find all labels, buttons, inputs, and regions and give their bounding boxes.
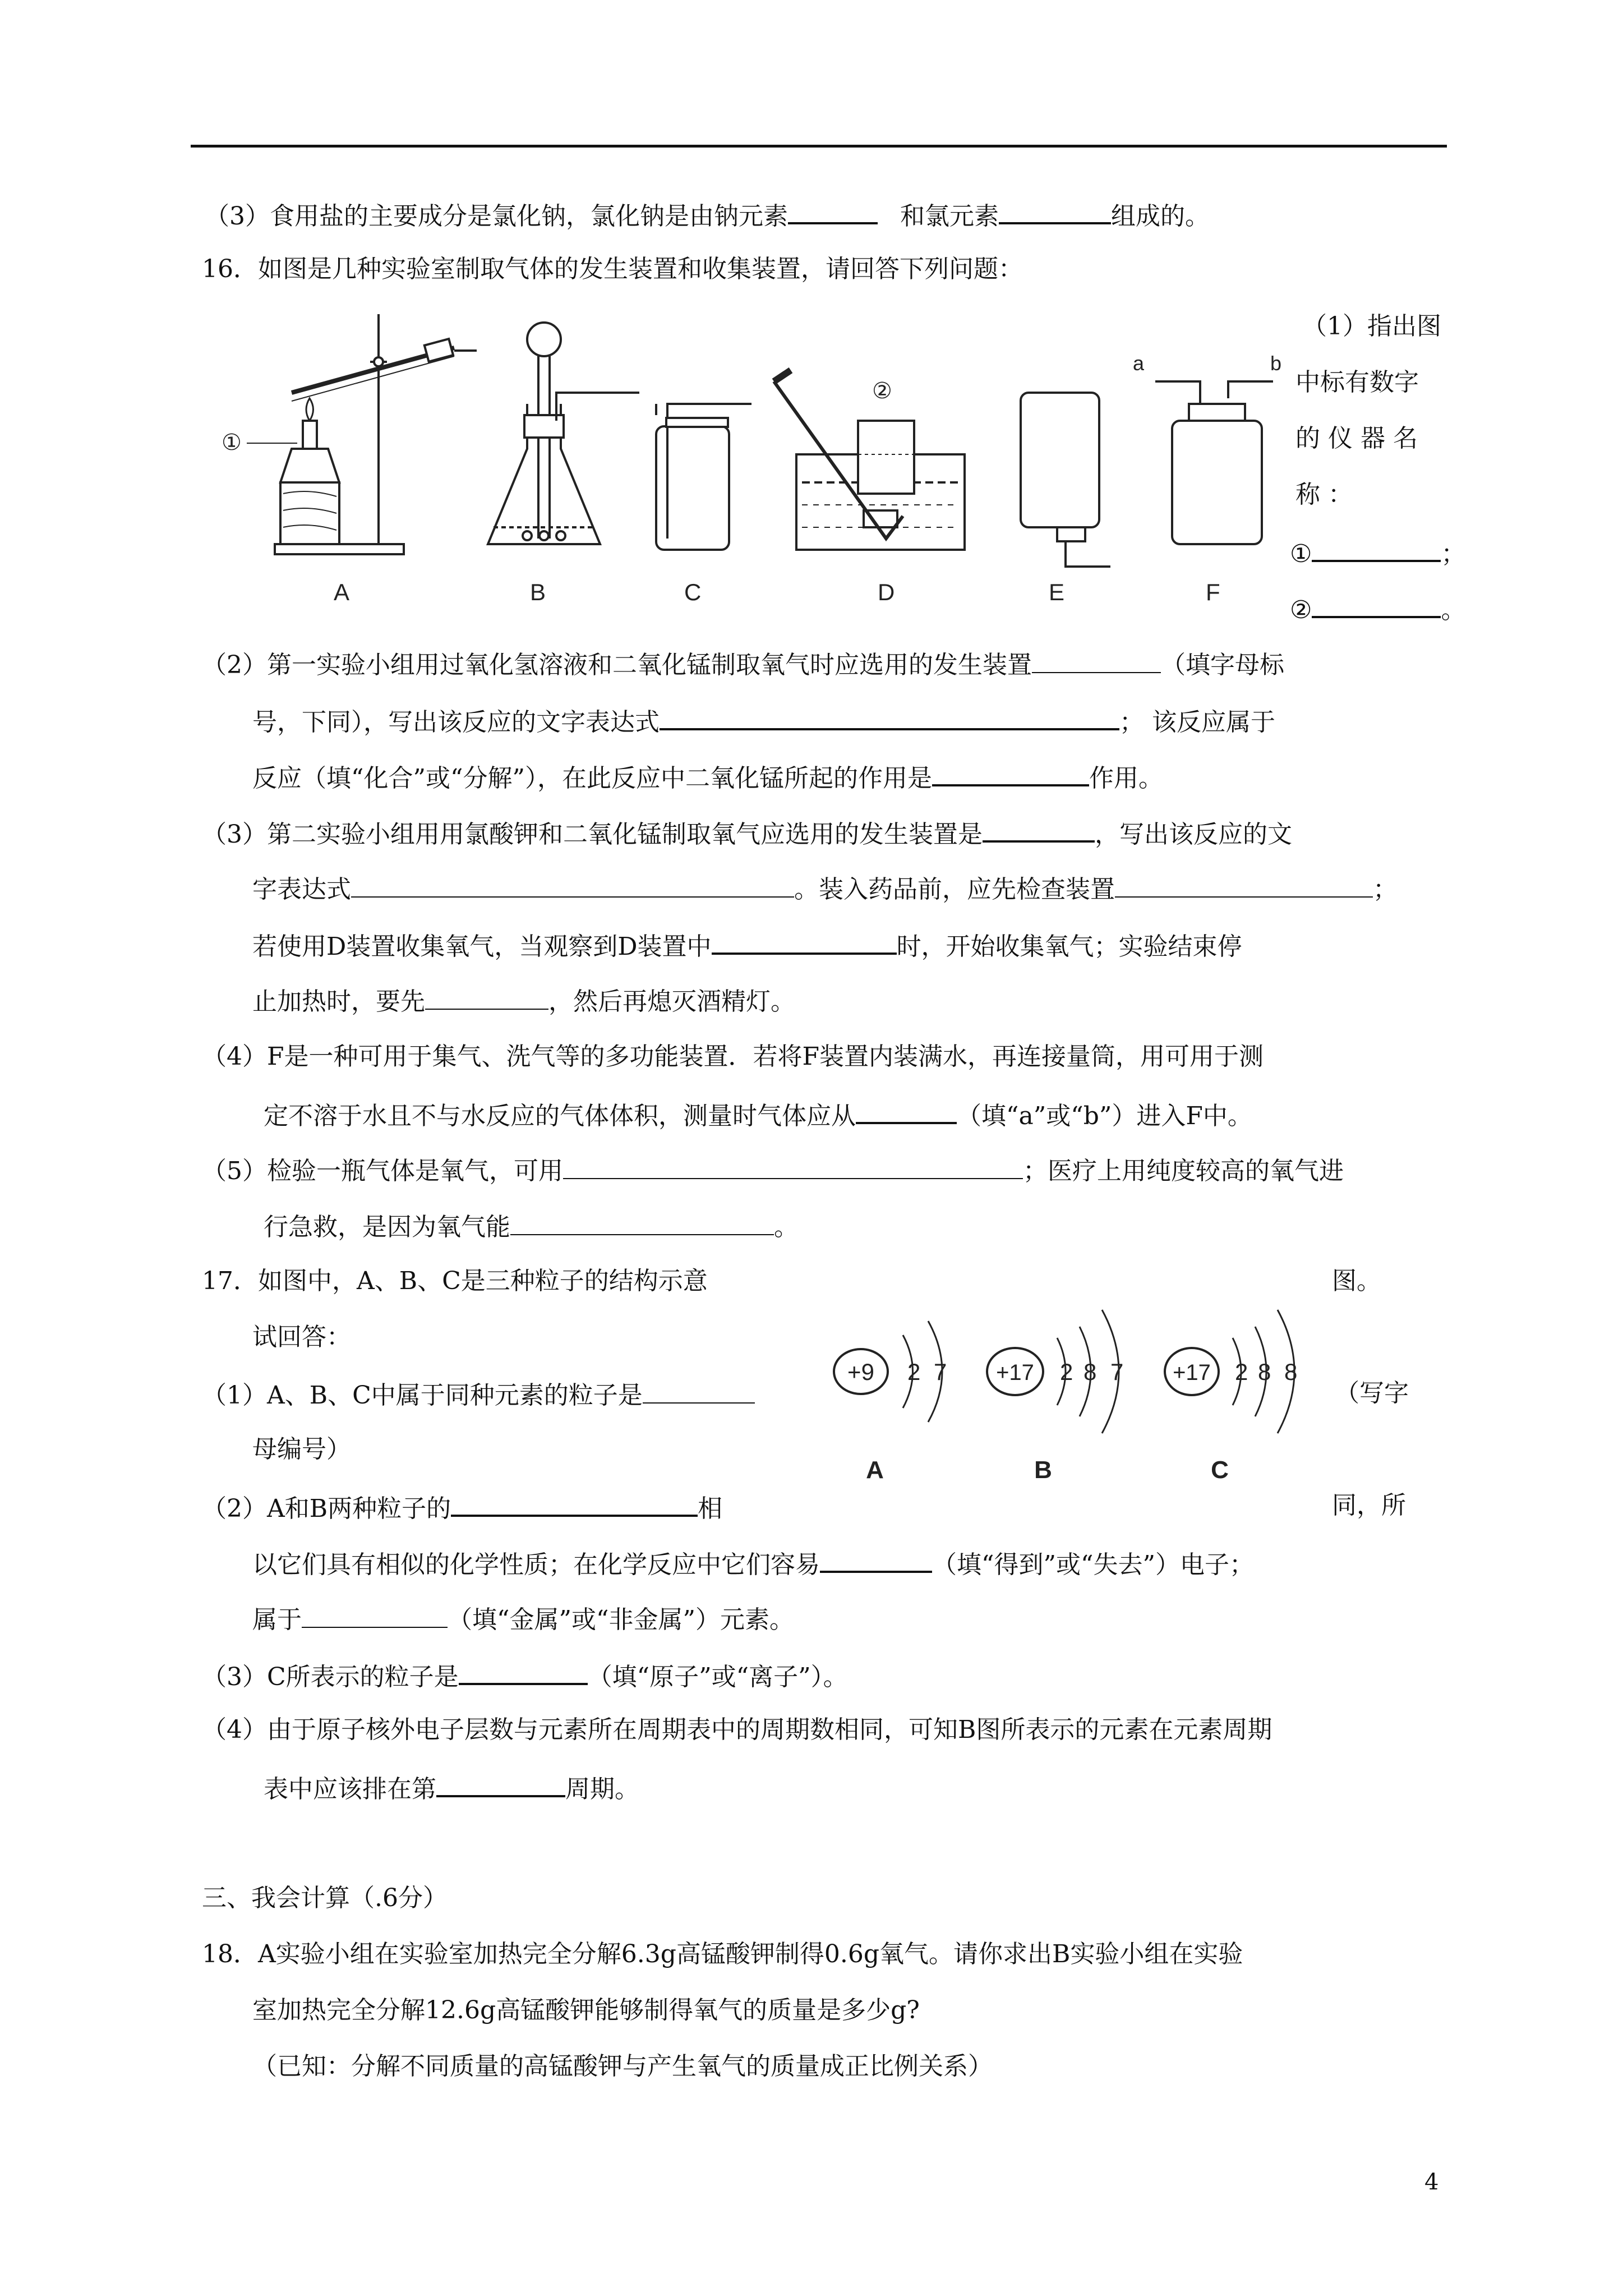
atom-a — [834, 1321, 947, 1484]
blank-same-property[interactable] — [451, 1493, 698, 1517]
text: 相 — [698, 1494, 723, 1523]
blank-first-step[interactable] — [425, 987, 548, 1010]
apparatus-d — [774, 370, 965, 550]
blank-generator-h2o2[interactable] — [1032, 651, 1161, 673]
text: （3）C所表示的粒子是 — [202, 1663, 459, 1691]
q17-intro-a: 17．如图中，A、B、C是三种粒子的结构示意 — [202, 1267, 708, 1295]
q17-intro-b: 图。 — [1332, 1267, 1381, 1295]
port-b-label: b — [1270, 352, 1282, 375]
text: （2）第一实验小组用过氧化氢溶液和二氧化锰制取氧气时应选用的发生装置 — [202, 651, 1032, 679]
text: 以它们具有相似的化学性质；在化学反应中它们容易 — [252, 1550, 820, 1579]
blank-mno2-role[interactable] — [932, 763, 1089, 786]
q16-p4-line2 — [264, 1101, 1252, 1129]
q18-line1: 18．A实验小组在实验室加热完全分解6.3g高锰酸钾制得0.6g氧气。请你求出B实验小组在实验 — [202, 1940, 1243, 1968]
header-rule — [191, 145, 1447, 148]
atom-diagrams — [819, 1290, 1324, 1492]
text: 若使用D装置收集氧气，当观察到D装置中 — [252, 932, 712, 961]
section3-title: 三、我会计算（.6分） — [202, 1884, 448, 1912]
text: （填“金属”或“非金属”）元素。 — [448, 1605, 794, 1634]
q17-p1 — [202, 1381, 755, 1408]
text: （填“a”或“b”）进入F中。 — [957, 1102, 1252, 1130]
apparatus-e — [1021, 393, 1110, 567]
text: 号，下同），写出该反应的文字表达式 — [252, 708, 660, 737]
blank-expression-h2o2[interactable] — [660, 707, 1119, 730]
atom-a-shell-2: 7 — [934, 1359, 947, 1385]
blank-check-apparatus[interactable] — [1115, 875, 1373, 898]
text: ，然后再熄灭酒精灯。 — [548, 987, 795, 1016]
text: 。装入药品前，应先检查装置 — [794, 875, 1115, 904]
atom-c-shell-3: 8 — [1284, 1359, 1298, 1385]
blank-instrument-1[interactable] — [1312, 539, 1441, 562]
atom-b — [987, 1310, 1123, 1484]
label-c: C — [684, 579, 702, 605]
text: 字表达式 — [252, 875, 351, 904]
q16-p3-line2 — [252, 875, 1398, 902]
text: （3）第二实验小组用用氯酸钾和二氧化锰制取氧气应选用的发生装置是 — [202, 820, 983, 849]
q16-side-2: 中标有数字 — [1295, 368, 1419, 397]
atom-a-nucleus: +9 — [847, 1359, 874, 1385]
blank-observe-d[interactable] — [712, 931, 897, 955]
blank-atom-ion[interactable] — [459, 1662, 588, 1685]
blank-instrument-2[interactable] — [1312, 595, 1441, 618]
q16-p2-line2 — [252, 707, 1275, 735]
text: （2）A和B两种粒子的 — [202, 1494, 451, 1523]
label-a: A — [334, 579, 350, 605]
blank-period[interactable] — [436, 1774, 565, 1797]
q16-p2-line3 — [252, 763, 1163, 791]
label-b: B — [530, 579, 546, 605]
atom-c — [1165, 1310, 1297, 1484]
q15-3-prefix: （3）食用盐的主要成分是氯化钠，氯化钠是由钠元素 — [205, 202, 788, 231]
q18-line2: 室加热完全分解12.6g高锰酸钾能够制得氧气的质量是多少g? — [252, 1996, 920, 2024]
text: 反应（填“化合”或“分解”），在此反应中二氧化锰所起的作用是 — [252, 764, 932, 793]
q17-p4-line2 — [264, 1774, 639, 1802]
text: ； — [1373, 875, 1398, 904]
q17-p2-c: 同，所 — [1332, 1491, 1406, 1520]
q15-3-mid: 和氯元素 — [900, 202, 999, 231]
marker-circle-2: ② — [1290, 596, 1312, 624]
apparatus-a — [222, 314, 477, 554]
blank-gain-lose[interactable] — [820, 1549, 932, 1573]
q16-side-5 — [1290, 539, 1465, 567]
q16-p3-line4 — [252, 987, 795, 1014]
q16-p4-line1: （4）F是一种可用于集气、洗气等的多功能装置．若将F装置内装满水，再连接量筒，用可用于测 — [202, 1042, 1264, 1071]
q17-p1-c: 母编号） — [252, 1435, 351, 1464]
atom-a-label: A — [866, 1456, 884, 1484]
apparatus-b — [488, 323, 639, 544]
text: 。 — [774, 1213, 799, 1241]
q16-side-1: （1）指出图 — [1302, 312, 1441, 341]
atom-b-label: B — [1034, 1456, 1052, 1484]
q15-3-suffix: 组成的。 — [1111, 202, 1210, 231]
text: 周期。 — [565, 1775, 639, 1803]
text: （填字母标 — [1161, 651, 1284, 679]
label-e: E — [1049, 579, 1065, 605]
q16-intro: 16．如图是几种实验室制取气体的发生装置和收集装置，请回答下列问题： — [202, 255, 1023, 283]
side-5-end: ； — [1441, 540, 1466, 568]
text: 行急救，是因为氧气能 — [264, 1213, 510, 1241]
atom-b-shell-1: 2 — [1060, 1359, 1073, 1385]
q17-p2-line2 — [252, 1549, 1254, 1577]
text: 止加热时，要先 — [252, 987, 425, 1016]
text: 定不溶于水且不与水反应的气体体积，测量时气体应从 — [264, 1102, 856, 1130]
page-number: 4 — [1424, 2169, 1439, 2195]
atom-b-shell-2: 8 — [1083, 1359, 1097, 1385]
blank-sodium[interactable] — [788, 201, 878, 224]
q16-p3-line3 — [252, 931, 1242, 959]
q17-p2 — [202, 1493, 722, 1521]
atom-c-label: C — [1211, 1456, 1229, 1484]
atom-b-shell-3: 7 — [1110, 1359, 1124, 1385]
q16-side-6 — [1290, 595, 1465, 623]
atom-c-shell-2: 8 — [1258, 1359, 1271, 1385]
q16-p3-line1 — [202, 819, 1292, 847]
q17-p1-b: （写字 — [1335, 1379, 1409, 1407]
marker-circle-1: ① — [1290, 540, 1312, 568]
label-f: F — [1206, 579, 1220, 605]
atom-b-nucleus: +17 — [996, 1360, 1034, 1385]
label-d: D — [878, 579, 895, 605]
port-a-label: a — [1133, 352, 1145, 375]
text: （5）检验一瓶气体是氧气，可用 — [202, 1157, 563, 1185]
text: 时，开始收集氧气；实验结束停 — [896, 932, 1242, 961]
q18-line3: （已知：分解不同质量的高锰酸钾与产生氧气的质量成正比例关系） — [252, 2052, 993, 2081]
blank-metal-type[interactable] — [302, 1605, 448, 1628]
atom-c-nucleus: +17 — [1173, 1360, 1211, 1385]
side-6-end: 。 — [1441, 596, 1466, 624]
text: ； 该反应属于 — [1119, 708, 1275, 737]
blank-expression-kclo3[interactable] — [351, 875, 794, 898]
q16-p5-line2 — [264, 1213, 799, 1240]
marker-1: ① — [222, 430, 242, 455]
text: 属于 — [252, 1605, 302, 1634]
q17-p4-line1: （4）由于原子核外电子层数与元素所在周期表中的周期数相同，可知B图所表示的元素在元素周期 — [202, 1715, 1272, 1744]
blank-gas-inlet[interactable] — [856, 1101, 957, 1124]
q17-p2-line3 — [252, 1605, 794, 1632]
text: 作用。 — [1089, 764, 1163, 793]
blank-oxygen-ability[interactable] — [510, 1213, 774, 1235]
apparatus-f — [1133, 352, 1281, 544]
q16-side-3: 的 仪 器 名 — [1295, 424, 1418, 453]
blank-test-oxygen[interactable] — [563, 1157, 1023, 1179]
blank-generator-kclo3[interactable] — [983, 819, 1095, 843]
blank-chlorine[interactable] — [999, 201, 1111, 224]
text: （1）A、B、C中属于同种元素的粒子是 — [202, 1381, 643, 1410]
atom-a-shell-1: 2 — [907, 1359, 921, 1385]
text: （填“得到”或“失去”）电子； — [932, 1550, 1254, 1579]
q16-p5-line1 — [202, 1157, 1344, 1184]
text: ；医疗上用纯度较高的氧气进 — [1023, 1157, 1344, 1185]
q17-line2: 试回答： — [252, 1323, 351, 1351]
blank-same-element[interactable] — [643, 1381, 755, 1404]
atom-c-shell-1: 2 — [1235, 1359, 1248, 1385]
text: 表中应该排在第 — [264, 1775, 436, 1803]
q17-p3 — [202, 1662, 848, 1690]
text: （填“原子”或“离子”）。 — [587, 1663, 848, 1691]
text: ，写出该反应的文 — [1095, 820, 1292, 849]
q16-p2-line1 — [202, 651, 1284, 678]
apparatus-figure — [213, 303, 1290, 617]
q15-part3 — [205, 201, 1210, 229]
marker-2: ② — [872, 379, 892, 403]
q16-side-4: 称 ： — [1295, 480, 1353, 509]
apparatus-c — [656, 404, 751, 550]
